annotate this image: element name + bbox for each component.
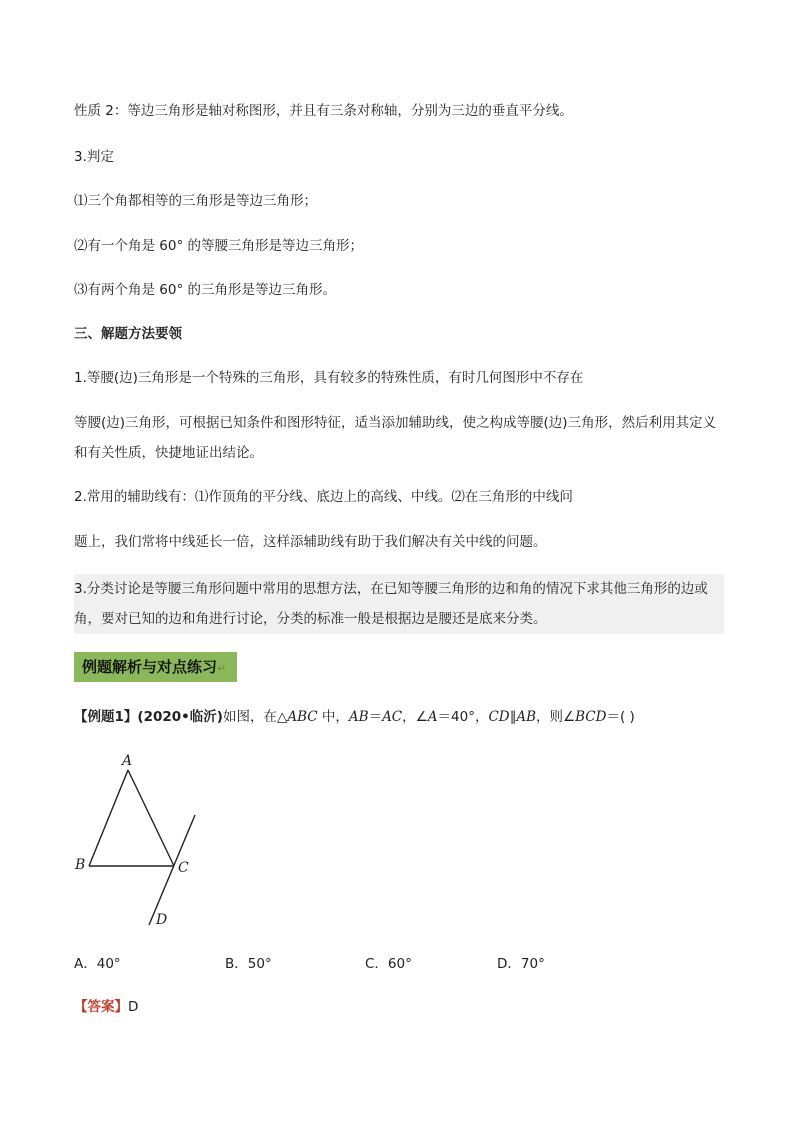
judge-heading: 3.判定: [74, 149, 114, 165]
example-text: ＝40°，: [437, 709, 489, 725]
example-text: ，则∠: [536, 709, 576, 725]
answer-label: 【答案】: [74, 999, 128, 1015]
section-3-title: 三、解题方法要领: [74, 326, 182, 342]
example-1-question: [74, 706, 724, 728]
math-ac: AC: [382, 709, 403, 725]
property-2-text: 性质 2：等边三角形是轴对称图形，并且有三条对称轴，分别为三边的垂直平分线。: [74, 103, 573, 119]
math-a: A: [427, 709, 438, 725]
example-label: 【例题1】: [74, 709, 138, 725]
vertex-label-d: D: [156, 912, 168, 928]
method-2-line-2: 题上，我们常将中线延长一倍，这样添辅助线有助于我们解决有关中线的问题。: [74, 534, 547, 550]
example-text: ，∠: [402, 709, 428, 725]
judge-item-1: ⑴三个角都相等的三角形是等边三角形；: [74, 193, 317, 209]
vertex-label-c: C: [178, 860, 189, 876]
example-source: (2020•临沂): [137, 709, 223, 725]
math-bcd: BCD: [575, 709, 607, 725]
example-text: ＝( ): [606, 709, 635, 725]
side-ac: [128, 770, 174, 866]
method-2-line-1: 2.常用的辅助线有：⑴作顶角的平分线、底边上的高线、中线。⑵在三角形的中线问: [74, 489, 573, 505]
option-d: D．70°: [497, 956, 545, 972]
triangle-figure: [70, 750, 210, 930]
math-cd: CD: [488, 709, 510, 725]
example-text: 中，: [317, 709, 349, 725]
vertex-label-a: A: [122, 753, 133, 769]
example-section-banner: [74, 652, 237, 682]
option-c: C．60°: [365, 956, 412, 972]
vertex-label-b: B: [75, 857, 86, 873]
method-1-line-2: 等腰(边)三角形，可根据已知条件和图形特征，适当添加辅助线，使之构成等腰(边)三角形，然后利用其定义和有关性质，快捷地证出结论。: [74, 415, 717, 461]
option-a: A．40°: [74, 956, 121, 972]
example-text: ∥: [509, 709, 517, 725]
return-mark-icon: ↵: [217, 662, 227, 675]
side-ab: [89, 770, 128, 866]
judge-item-3: ⑶有两个角是 60° 的三角形是等边三角形。: [74, 282, 337, 298]
option-b: B．50°: [225, 956, 272, 972]
math-abc: ABC: [287, 709, 318, 725]
math-ab: AB: [348, 709, 369, 725]
answer-value: D: [128, 999, 139, 1015]
example-text: ＝: [368, 709, 383, 725]
answer-line: [74, 996, 724, 1018]
method-1-line-1: 1.等腰(边)三角形是一个特殊的三角形，具有较多的特殊性质，有时几何图形中不存在: [74, 370, 584, 386]
math-ab: AB: [516, 709, 537, 725]
example-text: 如图，在△: [222, 709, 288, 725]
method-3-text: 3.分类讨论是等腰三角形问题中常用的思想方法，在已知等腰三角形的边和角的情况下求其他三角形的边或角，要对已知的边和角进行讨论，分类的标准一般是根据边是腰还是底来分类。: [74, 574, 724, 634]
banner-label: 例题解析与对点练习: [82, 658, 218, 676]
judge-item-2: ⑵有一个角是 60° 的等腰三角形是等边三角形；: [74, 238, 364, 254]
